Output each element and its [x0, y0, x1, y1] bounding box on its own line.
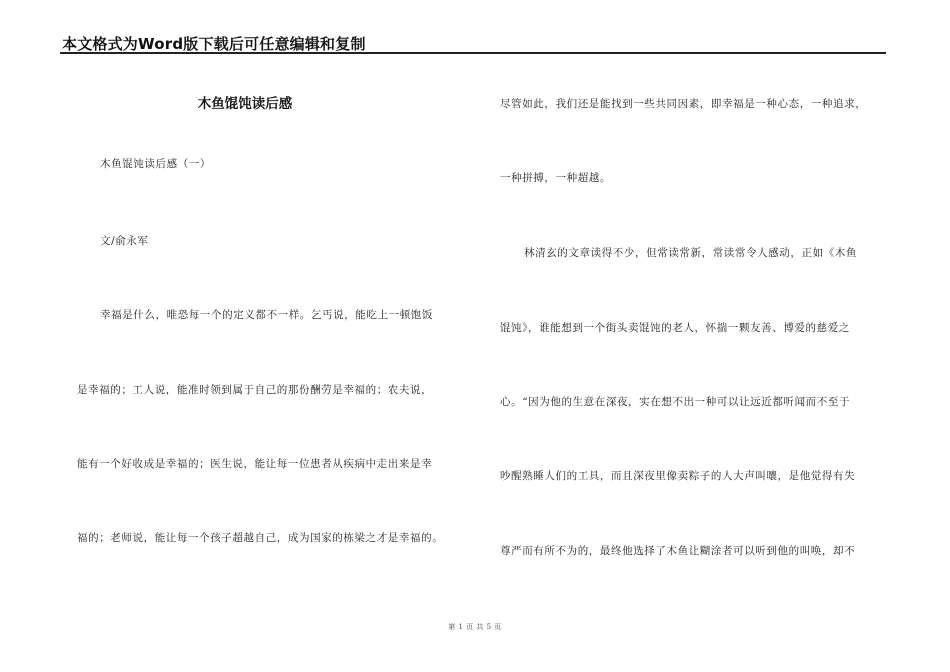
paragraph-line: 吵醒熟睡人们的工具，而且深夜里像卖粽子的人大声叫嚷，是他觉得有失 [500, 470, 856, 482]
author-line: 文/俞永军 [100, 235, 149, 247]
paragraph-line: 能有一个好收成是幸福的；医生说，能让每一位患者从疾病中走出来是幸 [77, 458, 433, 470]
subtitle-line: 木鱼馄饨读后感（一） [100, 158, 211, 170]
paragraph-line: 林清玄的文章读得不少，但常读常新，常读常令人感动，正如《木鱼 [524, 247, 857, 259]
paragraph-line: 福的；老师说，能让每一个孩子超越自己，成为国家的栋梁之才是幸福的。 [77, 532, 444, 544]
paragraph-line: 尊严而有所不为的，最终他选择了木鱼让糊涂者可以听到他的叫唤，却不 [500, 545, 856, 557]
header-rule [60, 52, 886, 54]
page-number: 第 1 页 共 5 页 [448, 623, 502, 631]
document-title: 木鱼馄饨读后感 [197, 96, 293, 112]
paragraph-line: 馄饨》，谁能想到一个街头卖馄饨的老人，怀揣一颗友善、博爱的慈爱之 [500, 322, 850, 334]
paragraph-line: 尽管如此，我们还是能找到一些共同因素，即幸福是一种心态，一种追求， [500, 98, 867, 110]
paragraph-line: 一种拼搏，一种超越。 [500, 172, 611, 184]
paragraph-line: 心。“因为他的生意在深夜，实在想不出一种可以让远近都听闻而不至于 [500, 396, 851, 408]
paragraph-line: 幸福是什么，唯恐每一个的定义都不一样。乞丐说，能吃上一顿饱饭 [100, 309, 433, 321]
document-header-title: 本文格式为Word版下载后可任意编辑和复制 [62, 35, 366, 53]
paragraph-line: 是幸福的；工人说，能准时领到属于自己的那份酬劳是幸福的；农夫说， [77, 384, 433, 396]
